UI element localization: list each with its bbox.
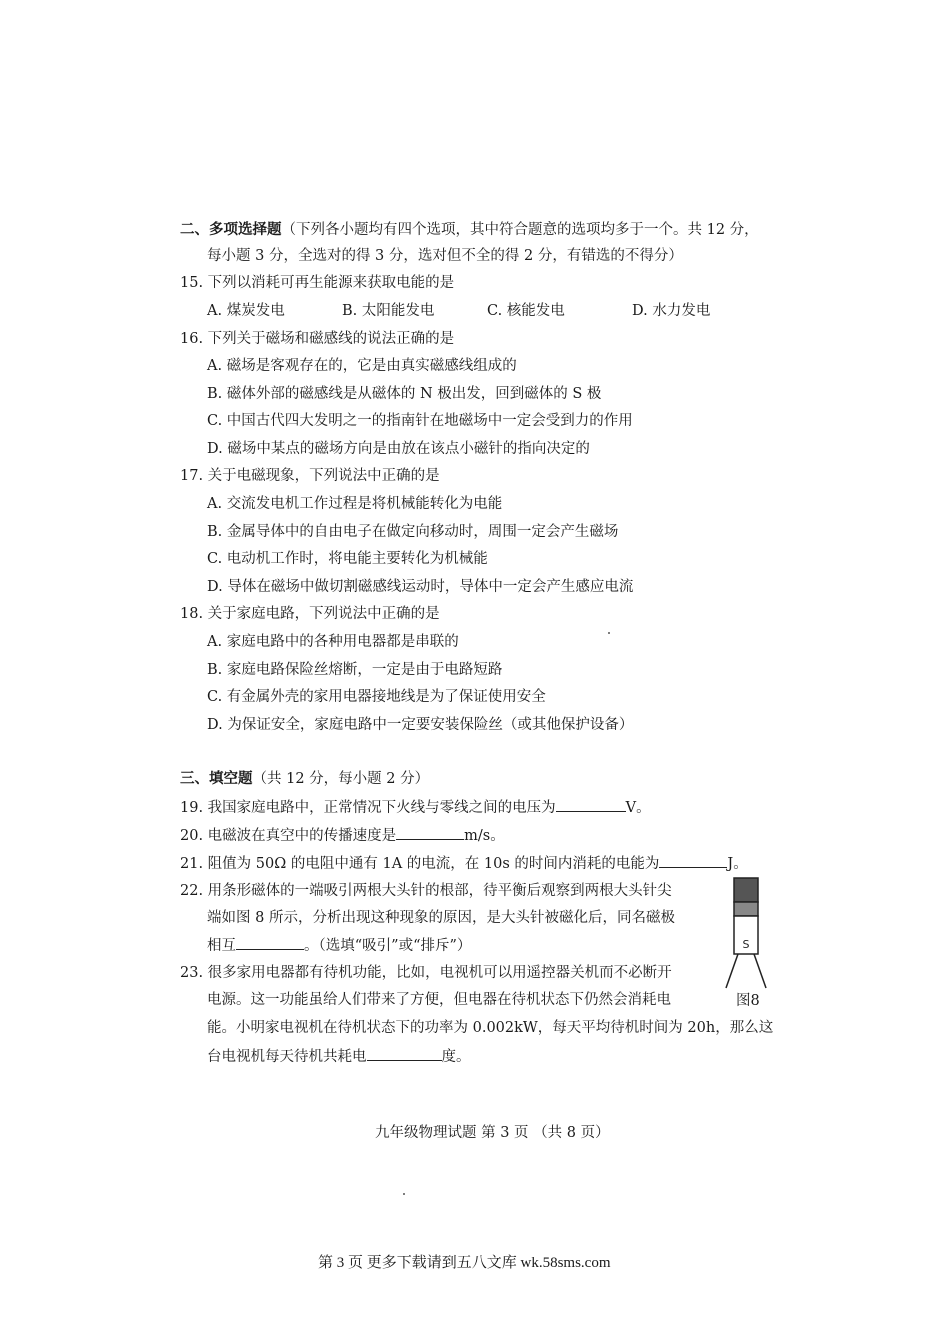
- q20-text: 20. 电磁波在真空中的传播速度是: [180, 828, 397, 844]
- section3-heading: [180, 769, 429, 789]
- section3-title: 三、填空题: [180, 770, 253, 787]
- section2-intro-line2: 每小题 3 分，全选对的得 3 分，选对但不全的得 2 分，有错选的不得分）: [207, 248, 683, 264]
- figure-8-caption: 图8: [736, 993, 760, 1009]
- q20-answer-blank[interactable]: [396, 825, 464, 840]
- figure-8: [722, 876, 772, 994]
- q22-line2: 端如图 8 所示，分析出现这种现象的原因，是大头针被磁化后，同名磁极: [207, 910, 675, 926]
- q18-stem: 18. 关于家庭电路，下列说法中正确的是: [180, 606, 440, 622]
- q16-option-d: D. 磁场中某点的磁场方向是由放在该点小磁针的指向决定的: [207, 441, 590, 457]
- q22-line3-text: 相互: [207, 938, 236, 954]
- q23-line3: 能。小明家电视机在待机状态下的功率为 0.002kW，每天平均待机时间为 20h，那么这: [207, 1020, 774, 1036]
- page-footer: 九年级物理试题 第 3 页 （共 8 页）: [375, 1125, 610, 1141]
- q23-line4-text: 台电视机每天待机共耗电: [207, 1049, 367, 1065]
- q23-line1: 23. 很多家用电器都有待机功能，比如，电视机可以用遥控器关机而不必断开: [180, 965, 672, 981]
- q22-choice-hint: 。（选填“吸引”或“排斥”）: [304, 938, 472, 954]
- section2-heading: [180, 220, 759, 240]
- q16-option-a: A. 磁场是客观存在的，它是由真实磁感线组成的: [207, 358, 517, 374]
- scan-speck: [403, 1193, 405, 1195]
- q17-option-a: A. 交流发电机工作过程是将机械能转化为电能: [207, 496, 503, 512]
- q22-line3: [207, 935, 471, 956]
- bar-magnet-pins-diagram: [722, 876, 772, 994]
- section3-intro: （共 12 分，每小题 2 分）: [252, 771, 430, 787]
- q16-option-c: C. 中国古代四大发明之一的指南针在地磁场中一定会受到力的作用: [207, 413, 633, 429]
- q18-option-d: D. 为保证安全，家庭电路中一定要安装保险丝（或其他保护设备）: [207, 717, 634, 733]
- q15-option-d: D. 水力发电: [632, 303, 711, 319]
- q22-line1: 22. 用条形磁体的一端吸引两根大头针的根部，待平衡后观察到两根大头针尖: [180, 883, 672, 899]
- q15-options: [207, 301, 710, 321]
- q23-unit: 度。: [441, 1049, 471, 1065]
- q15-option-b: B. 太阳能发电: [342, 303, 435, 319]
- q17-option-b: B. 金属导体中的自由电子在做定向移动时，周围一定会产生磁场: [207, 524, 619, 540]
- q17-option-c: C. 电动机工作时，将电能主要转化为机械能: [207, 551, 488, 567]
- bottom-download-note: 第 3 页 更多下载请到五八文库 wk.58sms.com: [318, 1255, 611, 1271]
- q23-line2: 电源。这一功能虽给人们带来了方便，但电器在待机状态下仍然会消耗电: [207, 992, 671, 1008]
- q21-text: 21. 阻值为 50Ω 的电阻中通有 1A 的电流，在 10s 的时间内消耗的电能为: [180, 856, 660, 872]
- section2-title: 二、多项选择题: [180, 221, 282, 238]
- q17-stem: 17. 关于电磁现象，下列说法中正确的是: [180, 468, 440, 484]
- q20-unit: m/s。: [464, 828, 505, 844]
- q19-text: 19. 我国家庭电路中，正常情况下火线与零线之间的电压为: [180, 800, 556, 816]
- section2-intro-line1: （下列各小题均有四个选项，其中符合题意的选项均多于一个。共 12 分，: [281, 222, 759, 238]
- q19: [180, 797, 651, 818]
- q18-option-a: A. 家庭电路中的各种用电器都是串联的: [207, 634, 459, 650]
- q18-option-b: B. 家庭电路保险丝熔断，一定是由于电路短路: [207, 662, 503, 678]
- scan-speck: [608, 632, 610, 634]
- q15-stem: 15. 下列以消耗可再生能源来获取电能的是: [180, 275, 455, 291]
- q20: [180, 825, 505, 846]
- q18-option-c: C. 有金属外壳的家用电器接地线是为了保证使用安全: [207, 689, 546, 705]
- q23-answer-blank[interactable]: [367, 1046, 442, 1061]
- q15-option-a: A. 煤炭发电: [207, 303, 285, 319]
- q15-option-c: C. 核能发电: [487, 303, 565, 319]
- q21-unit: J。: [727, 856, 748, 872]
- q23-line4: [207, 1046, 471, 1067]
- q21-answer-blank[interactable]: [659, 853, 727, 868]
- magnet-pole-label: S: [742, 938, 750, 951]
- q19-answer-blank[interactable]: [556, 797, 626, 812]
- q19-unit: V。: [625, 800, 651, 816]
- q22-answer-blank[interactable]: [236, 935, 304, 950]
- q21: [180, 853, 748, 874]
- q16-option-b: B. 磁体外部的磁感线是从磁体的 N 极出发，回到磁体的 S 极: [207, 386, 602, 402]
- q16-stem: 16. 下列关于磁场和磁感线的说法正确的是: [180, 331, 455, 347]
- q17-option-d: D. 导体在磁场中做切割磁感线运动时，导体中一定会产生感应电流: [207, 579, 634, 595]
